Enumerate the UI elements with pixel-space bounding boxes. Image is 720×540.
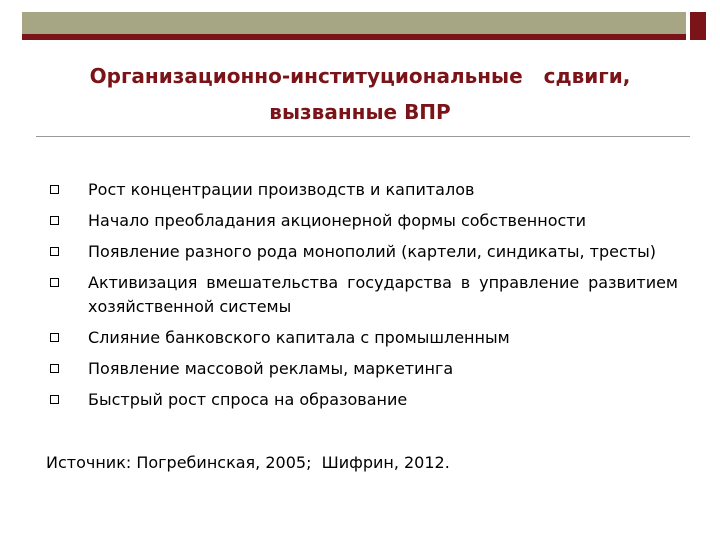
bullet-text: Появление разного рода монополий (картели, синдикаты, тресты) bbox=[88, 242, 656, 261]
square-bullet-icon bbox=[50, 333, 59, 342]
title-divider bbox=[36, 136, 690, 137]
bullet-text: Быстрый рост спроса на образование bbox=[88, 390, 408, 409]
square-bullet-icon bbox=[50, 185, 59, 194]
square-bullet-icon bbox=[50, 395, 59, 404]
bullet-item bbox=[46, 388, 678, 412]
square-bullet-icon bbox=[50, 364, 59, 373]
bullet-item bbox=[46, 326, 678, 350]
slide-title-line-1: Организационно-институциональные сдвиги, bbox=[89, 64, 631, 88]
bullet-item bbox=[46, 178, 678, 202]
slide-title-line-2: вызванные ВПР bbox=[269, 100, 451, 124]
bullet-text: Активизация вмешательства государства в управление развитием хозяйственной системы bbox=[88, 273, 678, 316]
square-bullet-icon bbox=[50, 216, 59, 225]
bullet-item bbox=[46, 240, 678, 264]
bullet-text: Появление массовой рекламы, маркетинга bbox=[88, 359, 454, 378]
source-citation: Источник: Погребинская, 2005; Шифрин, 2012. bbox=[46, 453, 450, 472]
header-band-olive bbox=[22, 12, 686, 34]
bullet-text: Слияние банковского капитала с промышленным bbox=[88, 328, 510, 347]
square-bullet-icon bbox=[50, 278, 59, 287]
slide-title bbox=[40, 58, 680, 130]
bullet-text: Рост концентрации производств и капиталов bbox=[88, 180, 475, 199]
header-band-red bbox=[22, 34, 686, 40]
bullet-list bbox=[46, 178, 678, 419]
bullet-item bbox=[46, 357, 678, 381]
bullet-item bbox=[46, 271, 678, 319]
bullet-text: Начало преобладания акционерной формы собственности bbox=[88, 211, 587, 230]
square-bullet-icon bbox=[50, 247, 59, 256]
bullet-item bbox=[46, 209, 678, 233]
header-corner-box bbox=[690, 12, 706, 40]
